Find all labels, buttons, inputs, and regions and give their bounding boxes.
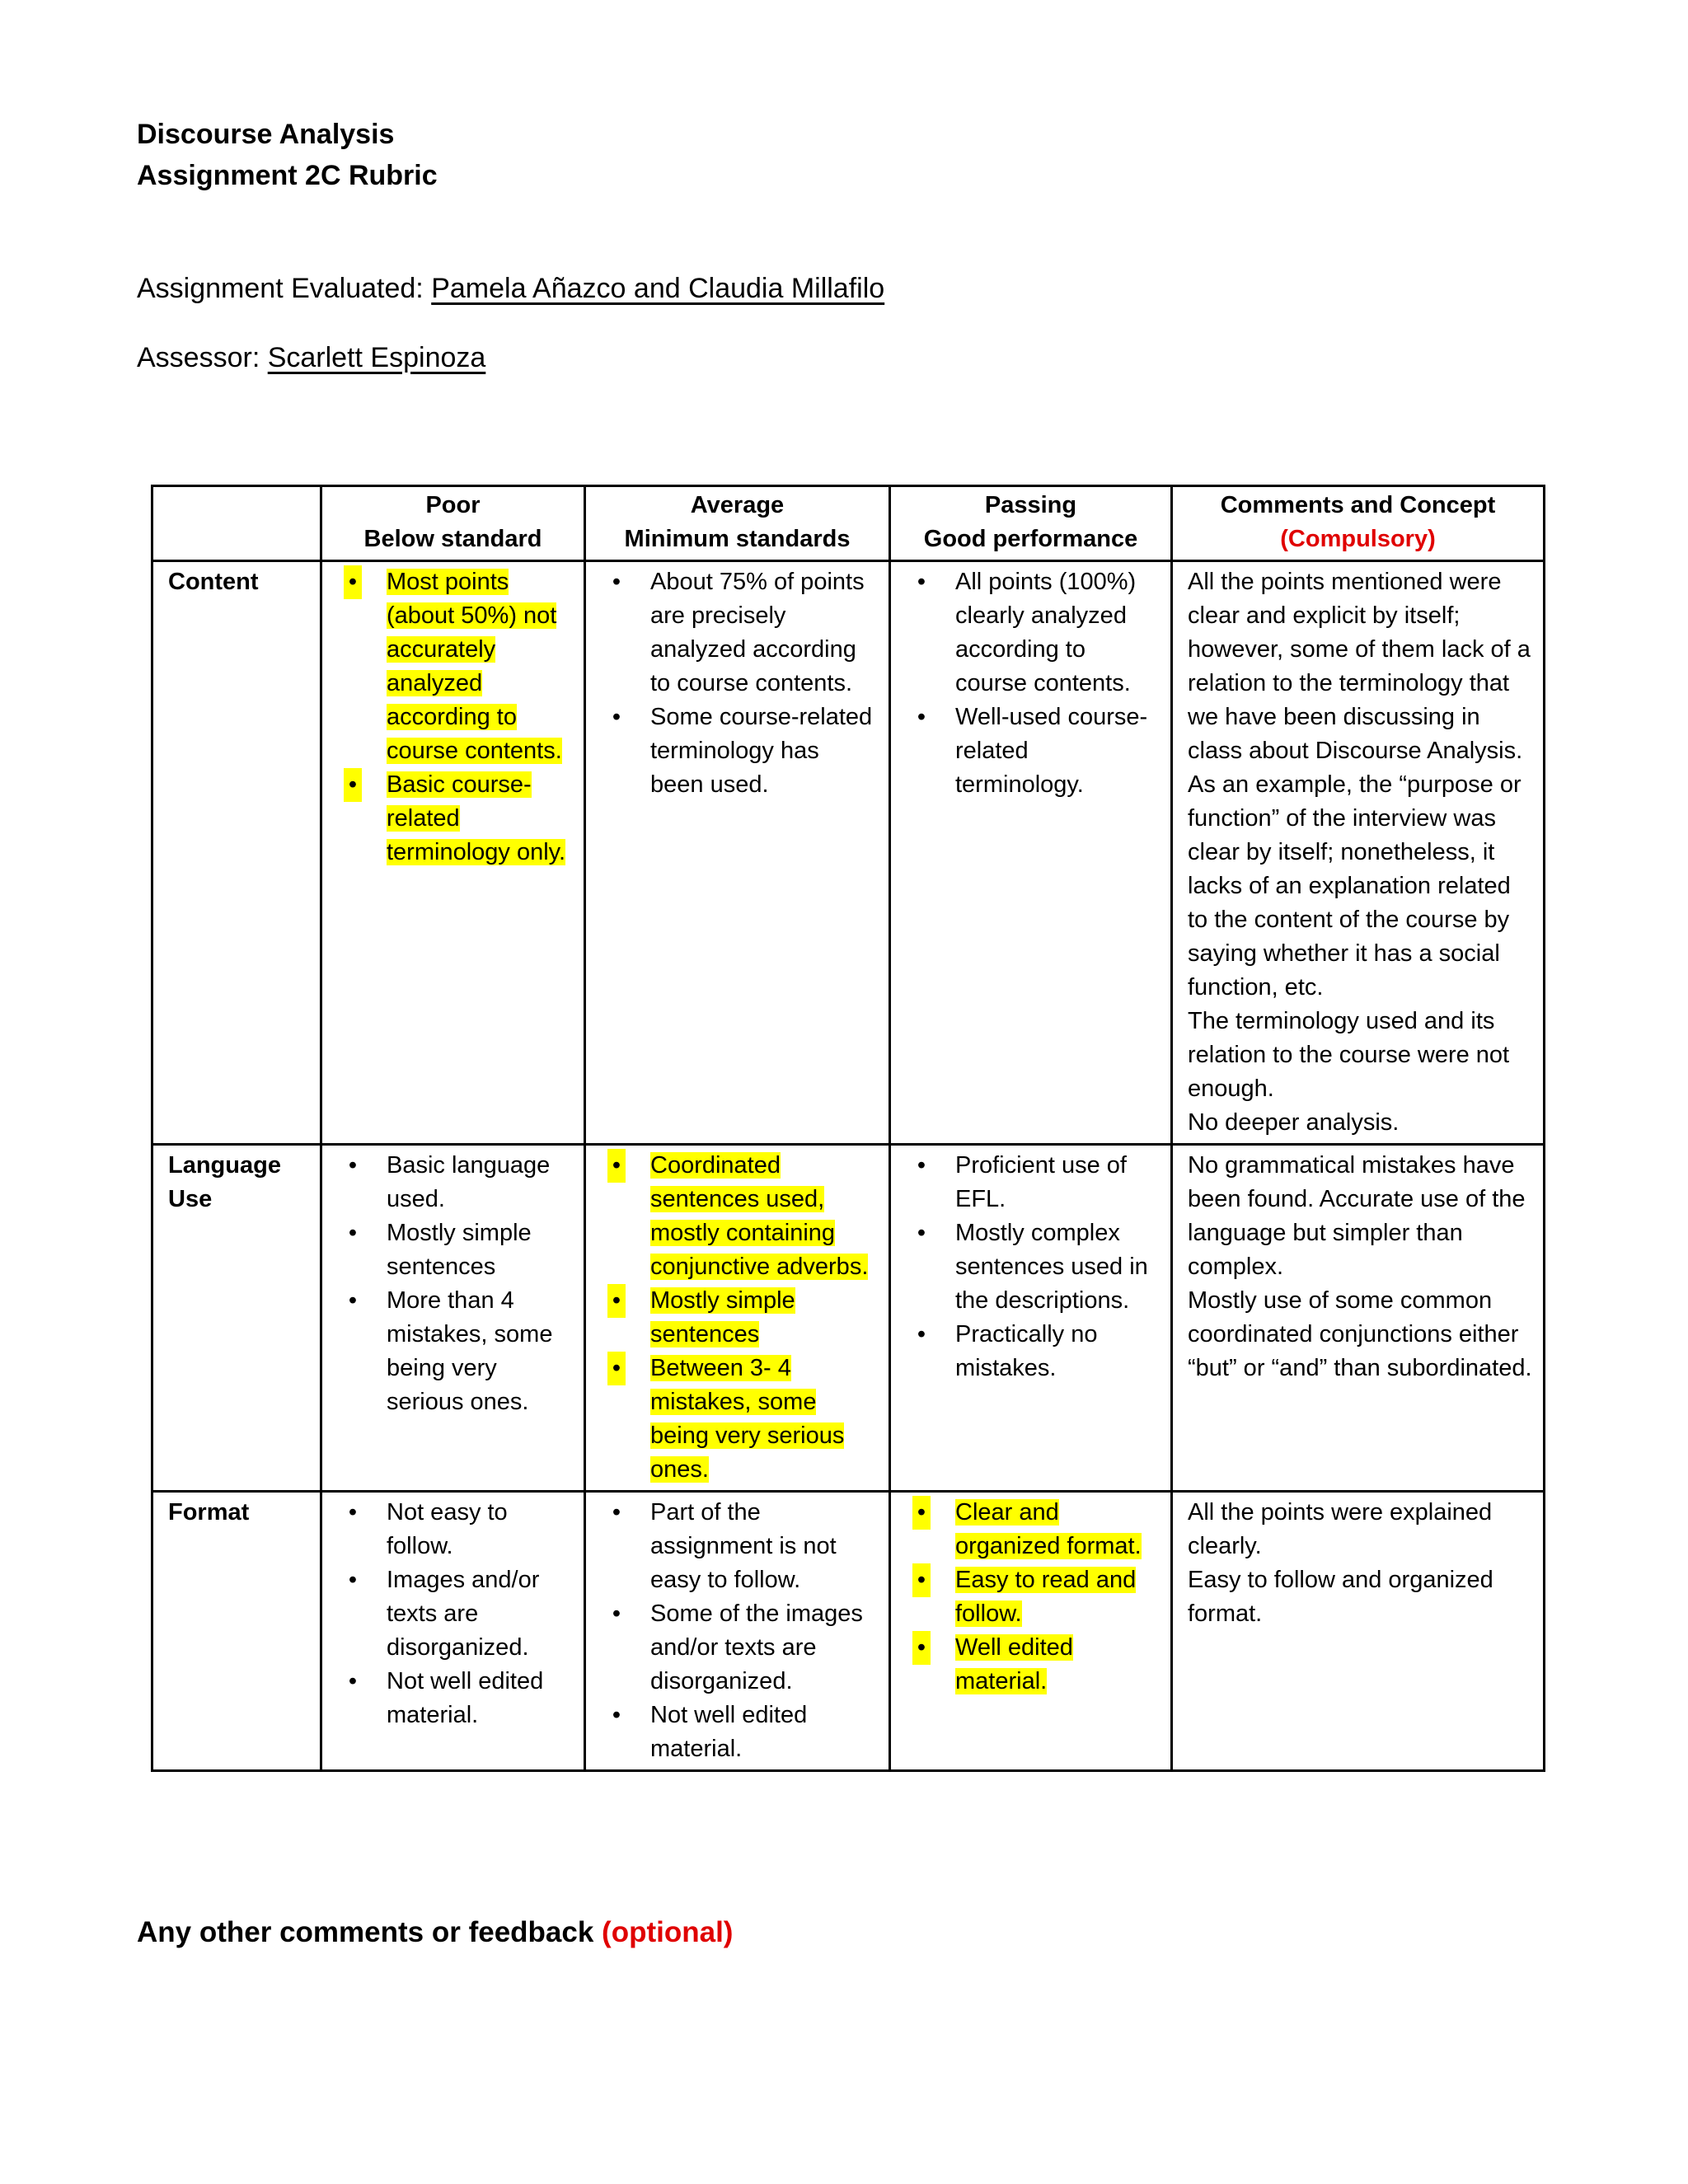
bullet-item <box>337 1216 574 1284</box>
compulsory-label: (Compulsory) <box>1280 526 1436 552</box>
bullet-list <box>601 1149 879 1487</box>
header-cell-comments <box>1172 486 1545 561</box>
evaluated-line <box>137 270 884 307</box>
bullet-icon: • <box>917 704 926 730</box>
bullet-icon: • <box>348 1567 358 1593</box>
cell-poor <box>321 561 585 1145</box>
bullet-text: Not easy to follow. <box>387 1499 508 1559</box>
criterion-label: Format <box>152 1492 321 1771</box>
bullet-text: Not well edited material. <box>650 1702 808 1762</box>
header-title: Poor <box>425 492 481 518</box>
bullet-item <box>906 1563 1160 1631</box>
bullet-icon: • <box>607 1352 626 1385</box>
rubric-table <box>151 485 1545 1772</box>
bullet-item <box>906 1318 1160 1385</box>
bullet-text: Most points (about 50%) not accurately analyzed according to course contents. <box>387 569 562 764</box>
bullet-list <box>906 1149 1160 1385</box>
bullet-text: Not well edited material. <box>387 1668 544 1728</box>
bullet-text: Mostly complex sentences used in the descriptions. <box>955 1220 1148 1314</box>
bullet-icon: • <box>612 704 621 730</box>
bullet-item <box>601 1597 879 1699</box>
cell-poor <box>321 1492 585 1771</box>
cell-average <box>585 561 890 1145</box>
bullet-icon: • <box>607 1284 626 1318</box>
bullet-text: Mostly simple sentences <box>650 1287 795 1347</box>
bullet-icon: • <box>348 1220 358 1246</box>
bullet-text: Mostly simple sentences <box>387 1220 532 1280</box>
header-title: Average <box>690 492 785 518</box>
assessor-value: Scarlett Espinoza <box>267 342 486 373</box>
bullet-list <box>906 565 1160 802</box>
bullet-item <box>906 1216 1160 1318</box>
bullet-item <box>337 1496 574 1563</box>
bullet-icon: • <box>612 1601 621 1627</box>
bullet-list <box>337 1496 574 1732</box>
rubric-row <box>152 1145 1545 1492</box>
bullet-text: About 75% of points are precisely analyzed according to course contents. <box>650 569 865 696</box>
bullet-text: Coordinated sentences used, mostly containing conjunctive adverbs. <box>650 1152 869 1280</box>
bullet-item <box>337 1149 574 1216</box>
bullet-icon: • <box>348 1152 358 1179</box>
bullet-text: Proficient use of EFL. <box>955 1152 1127 1212</box>
bullet-text: Between 3- 4 mistakes, some being very serious ones. <box>650 1355 845 1483</box>
bullet-list <box>337 1149 574 1419</box>
comment-paragraph: No grammatical mistakes have been found. Accurate use of the language but simpler than complex. <box>1188 1152 1526 1280</box>
comment-paragraph: Easy to follow and organized format. <box>1188 1567 1493 1627</box>
bullet-icon: • <box>348 1668 358 1694</box>
feedback-label: Any other comments or feedback <box>137 1916 603 1948</box>
bullet-text: Well-used course-related terminology. <box>955 704 1148 798</box>
cell-comments <box>1172 1492 1545 1771</box>
bullet-item <box>601 1699 879 1766</box>
header-cell-average <box>585 486 890 561</box>
bullet-item <box>906 701 1160 802</box>
bullet-icon: • <box>912 1563 931 1597</box>
bullet-item <box>337 1284 574 1419</box>
cell-comments <box>1172 561 1545 1145</box>
optional-label: (optional) <box>602 1916 734 1948</box>
document-header <box>137 114 438 196</box>
bullet-item <box>337 1665 574 1732</box>
bullet-list <box>601 565 879 802</box>
bullet-text: Part of the assignment is not easy to follow. <box>650 1499 837 1593</box>
header-subtitle: Below standard <box>363 526 542 552</box>
bullet-text: Practically no mistakes. <box>955 1321 1098 1381</box>
bullet-list <box>601 1496 879 1766</box>
cell-average <box>585 1145 890 1492</box>
bullet-item <box>906 1496 1160 1563</box>
bullet-item <box>601 1284 879 1352</box>
comment-paragraph: All the points were explained clearly. <box>1188 1499 1493 1559</box>
criterion-label: Language Use <box>152 1145 321 1492</box>
bullet-item <box>601 1496 879 1597</box>
header-cell-passing <box>890 486 1172 561</box>
header-title: Passing <box>984 492 1077 518</box>
bullet-item <box>601 1149 879 1284</box>
bullet-icon: • <box>917 1321 926 1347</box>
cell-passing <box>890 561 1172 1145</box>
bullet-icon: • <box>917 1220 926 1246</box>
bullet-icon: • <box>612 1702 621 1728</box>
bullet-text: All points (100%) clearly analyzed according to course contents. <box>955 569 1137 696</box>
bullet-icon: • <box>917 1152 926 1179</box>
bullet-text: Images and/or texts are disorganized. <box>387 1567 540 1661</box>
bullet-list <box>906 1496 1160 1699</box>
rubric-body <box>152 561 1545 1771</box>
bullet-icon: • <box>344 565 362 599</box>
bullet-item <box>906 565 1160 701</box>
evaluated-value: Pamela Añazco and Claudia Millafilo <box>431 273 885 304</box>
assessor-line <box>137 340 485 376</box>
course-title: Discourse Analysis <box>137 119 395 150</box>
assessor-label: Assessor: <box>137 342 268 373</box>
bullet-icon: • <box>348 1287 358 1314</box>
bullet-item <box>906 1631 1160 1699</box>
feedback-prompt <box>137 1912 733 1953</box>
header-cell-empty <box>152 486 321 561</box>
cell-comments <box>1172 1145 1545 1492</box>
bullet-item <box>601 701 879 802</box>
header-title: Comments and Concept <box>1220 492 1496 518</box>
header-cell-poor <box>321 486 585 561</box>
bullet-list <box>337 565 574 869</box>
cell-passing <box>890 1145 1172 1492</box>
bullet-text: Some course-related terminology has been used. <box>650 704 873 798</box>
bullet-item <box>337 1563 574 1665</box>
bullet-item <box>906 1149 1160 1216</box>
comment-paragraph: No deeper analysis. <box>1188 1109 1400 1136</box>
bullet-text: Basic language used. <box>387 1152 551 1212</box>
bullet-item <box>337 768 574 869</box>
rubric-row <box>152 561 1545 1145</box>
header-subtitle: Good performance <box>923 526 1138 552</box>
bullet-icon: • <box>348 1499 358 1526</box>
assignment-title: Assignment 2C Rubric <box>137 160 438 191</box>
bullet-icon: • <box>612 1499 621 1526</box>
bullet-text: Basic course-related terminology only. <box>387 771 566 865</box>
bullet-item <box>601 565 879 701</box>
header-row <box>152 486 1545 561</box>
bullet-text: Clear and organized format. <box>955 1499 1142 1559</box>
bullet-icon: • <box>344 768 362 802</box>
bullet-item <box>601 1352 879 1487</box>
bullet-icon: • <box>612 569 621 595</box>
bullet-text: Well edited material. <box>955 1634 1073 1694</box>
bullet-icon: • <box>912 1631 931 1665</box>
comment-paragraph: Mostly use of some common coordinated conjunctions either “but” or “and” than subordinated. <box>1188 1287 1532 1381</box>
header-subtitle: Minimum standards <box>624 526 851 552</box>
evaluated-label: Assignment Evaluated: <box>137 273 432 304</box>
bullet-item <box>337 565 574 768</box>
bullet-icon: • <box>607 1149 626 1183</box>
cell-passing <box>890 1492 1172 1771</box>
cell-poor <box>321 1145 585 1492</box>
rubric-row <box>152 1492 1545 1771</box>
comment-paragraph: All the points mentioned were clear and explicit by itself; however, some of them lack of a relation to the terminology that we have been discussing in class about Discourse Analysis. As an example, the “purpose or function” of the interview was clear by itself; nonetheless, it lacks of an explanation related to the content of the course by saying whether it has a social function, etc. <box>1188 569 1531 1001</box>
bullet-text: Some of the images and/or texts are disorganized. <box>650 1601 863 1694</box>
bullet-text: More than 4 mistakes, some being very serious ones. <box>387 1287 553 1415</box>
bullet-icon: • <box>912 1496 931 1530</box>
bullet-icon: • <box>917 569 926 595</box>
bullet-text: Easy to read and follow. <box>955 1567 1137 1627</box>
cell-average <box>585 1492 890 1771</box>
comment-paragraph: The terminology used and its relation to the course were not enough. <box>1188 1008 1510 1102</box>
criterion-label: Content <box>152 561 321 1145</box>
